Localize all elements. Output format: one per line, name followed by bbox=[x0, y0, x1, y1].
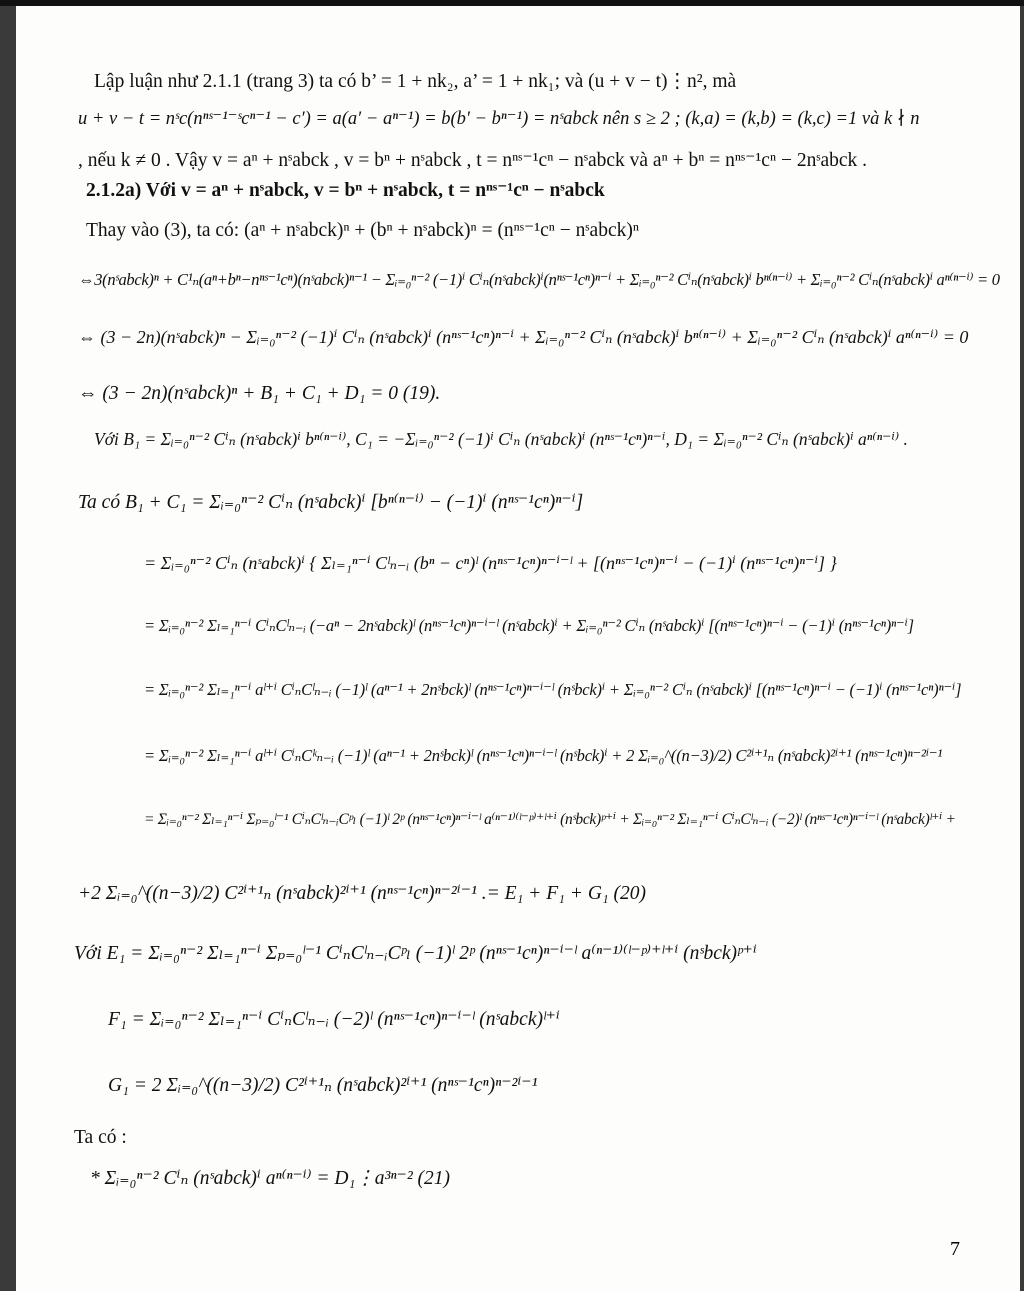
definition-B1-C1-D1: Với B₁ = Σᵢ₌₀ⁿ⁻² Cⁱₙ (nˢabck)ⁱ bⁿ⁽ⁿ⁻ⁱ⁾, C₁ = −Σᵢ₌₀ⁿ⁻² (−1)ⁱ Cⁱₙ (nˢabck)ⁱ (nⁿˢ⁻¹cⁿ)ⁿ⁻ⁱ, D₁ = Σᵢ₌₀ⁿ⁻² Cⁱₙ (nˢabck)ⁱ aⁿ⁽ⁿ⁻ⁱ⁾ . bbox=[94, 429, 908, 449]
para-line-3: , nếu k ≠ 0 . Vậy v = aⁿ + nˢabck , v = bⁿ + nˢabck , t = nⁿˢ⁻¹cⁿ − nˢabck và aⁿ + bⁿ = nⁿˢ⁻¹cⁿ − 2nˢabck . bbox=[78, 150, 868, 171]
eq-B1-plus-C1: Ta có B₁ + C₁ = Σᵢ₌₀ⁿ⁻² Cⁱₙ (nˢabck)ⁱ [bⁿ⁽ⁿ⁻ⁱ⁾ − (−1)ⁱ (nⁿˢ⁻¹cⁿ)ⁿ⁻ⁱ] bbox=[78, 492, 584, 513]
eq-line-2: ⇔ (3 − 2n)(nˢabck)ⁿ − Σᵢ₌₀ⁿ⁻² (−1)ⁱ Cⁱₙ (nˢabck)ⁱ (nⁿˢ⁻¹cⁿ)ⁿ⁻ⁱ + Σᵢ₌₀ⁿ⁻² Cⁱₙ (nˢabck)ⁱ bⁿ⁽ⁿ⁻ⁱ⁾ + Σᵢ₌₀ⁿ⁻² Cⁱₙ (nˢabck)ⁱ aⁿ⁽ⁿ⁻ⁱ⁾ = 0 bbox=[78, 327, 969, 347]
eq-line-3: ⇔ (3 − 2n)(nˢabck)ⁿ + B₁ + C₁ + D₁ = 0 (19). bbox=[78, 383, 441, 404]
definition-F1: F₁ = Σᵢ₌₀ⁿ⁻² Σₗ₌₁ⁿ⁻ⁱ CⁱₙCˡₙ₋ᵢ (−2)ˡ (nⁿˢ⁻¹cⁿ)ⁿ⁻ⁱ⁻ˡ (nˢabck)ˡ⁺ⁱ bbox=[108, 1009, 560, 1030]
definition-E1: Với E₁ = Σᵢ₌₀ⁿ⁻² Σₗ₌₁ⁿ⁻ⁱ Σₚ₌₀ˡ⁻¹ CⁱₙCˡₙ₋ᵢCᵖₗ (−1)ˡ 2ᵖ (nⁿˢ⁻¹cⁿ)ⁿ⁻ⁱ⁻ˡ a⁽ⁿ⁻¹⁾⁽ˡ⁻ᵖ⁾⁺ˡ⁺ⁱ (nˢbck)ᵖ⁺ⁱ bbox=[74, 943, 757, 964]
eq-thay: Thay vào (3), ta có: (aⁿ + nˢabck)ⁿ + (bⁿ + nˢabck)ⁿ = (nⁿˢ⁻¹cⁿ − nˢabck)ⁿ bbox=[86, 220, 639, 241]
ta-co-label: Ta có : bbox=[74, 1127, 127, 1148]
definition-G1: G₁ = 2 Σᵢ₌₀^((n−3)/2) C²ⁱ⁺¹ₙ (nˢabck)²ⁱ⁺¹ (nⁿˢ⁻¹cⁿ)ⁿ⁻²ⁱ⁻¹ bbox=[108, 1075, 538, 1096]
expansion-step-5: = Σᵢ₌₀ⁿ⁻² Σₗ₌₁ⁿ⁻ⁱ Σₚ₌₀ˡ⁻¹ CⁱₙCˡₙ₋ᵢCᵖₗ (−1)ˡ 2ᵖ (nⁿˢ⁻¹cⁿ)ⁿ⁻ⁱ⁻ˡ a⁽ⁿ⁻¹⁾⁽ˡ⁻ᵖ⁾⁺ˡ⁺ⁱ (nˢbck)ᵖ⁺ⁱ + Σᵢ₌₀ⁿ⁻² Σₗ₌₁ⁿ⁻ⁱ CⁱₙCˡₙ₋ᵢ (−2)ˡ (nⁿˢ⁻¹cⁿ)ⁿ⁻ⁱ⁻ˡ (nˢabck)ˡ⁺ⁱ + bbox=[144, 811, 956, 828]
para-line-2: u + v − t = nˢc(nⁿˢ⁻¹⁻ˢcⁿ⁻¹ − c′) = a(a′ − aⁿ⁻¹) = b(b′ − bⁿ⁻¹) = nˢabck nên s ≥ 2 ; (k,a) = (k,b) = (k,c) =1 và k ∤ n bbox=[78, 109, 920, 129]
star-statement: * Σᵢ₌₀ⁿ⁻² Cⁱₙ (nˢabck)ⁱ aⁿ⁽ⁿ⁻ⁱ⁾ = D₁⋮a³ⁿ⁻² (21) bbox=[90, 1168, 451, 1189]
expansion-step-6: +2 Σᵢ₌₀^((n−3)/2) C²ⁱ⁺¹ₙ (nˢabck)²ⁱ⁺¹ (nⁿˢ⁻¹cⁿ)ⁿ⁻²ⁱ⁻¹ .= E₁ + F₁ + G₁ (20) bbox=[78, 883, 647, 904]
expansion-step-3: = Σᵢ₌₀ⁿ⁻² Σₗ₌₁ⁿ⁻ⁱ aˡ⁺ⁱ CⁱₙCˡₙ₋ᵢ (−1)ˡ (aⁿ⁻¹ + 2nˢbck)ˡ (nⁿˢ⁻¹cⁿ)ⁿ⁻ⁱ⁻ˡ (nˢbck)ⁱ + Σᵢ₌₀ⁿ⁻² Cⁱₙ (nˢabck)ⁱ [(nⁿˢ⁻¹cⁿ)ⁿ⁻ⁱ − (−1)ⁱ (nⁿˢ⁻¹cⁿ)ⁿ⁻ⁱ] bbox=[144, 680, 962, 699]
document-page bbox=[16, 6, 1020, 1291]
para-line-1: Lập luận như 2.1.1 (trang 3) ta có b’ = 1 + nk₂, a’ = 1 + nk₁; và (u + v − t)⋮n², mà bbox=[94, 71, 737, 92]
section-heading: 2.1.2a) Với v = aⁿ + nˢabck, v = bⁿ + nˢabck, t = nⁿˢ⁻¹cⁿ − nˢabck bbox=[86, 180, 605, 201]
expansion-step-1: = Σᵢ₌₀ⁿ⁻² Cⁱₙ (nˢabck)ⁱ { Σₗ₌₁ⁿ⁻ⁱ Cˡₙ₋ᵢ (bⁿ − cⁿ)ˡ (nⁿˢ⁻¹cⁿ)ⁿ⁻ⁱ⁻ˡ + [(nⁿˢ⁻¹cⁿ)ⁿ⁻ⁱ − (−1)ⁱ (nⁿˢ⁻¹cⁿ)ⁿ⁻ⁱ] } bbox=[144, 553, 837, 573]
expansion-step-2: = Σᵢ₌₀ⁿ⁻² Σₗ₌₁ⁿ⁻ⁱ CⁱₙCˡₙ₋ᵢ (−aⁿ − 2nˢabck)ˡ (nⁿˢ⁻¹cⁿ)ⁿ⁻ⁱ⁻ˡ (nˢabck)ⁱ + Σᵢ₌₀ⁿ⁻² Cⁱₙ (nˢabck)ⁱ [(nⁿˢ⁻¹cⁿ)ⁿ⁻ⁱ − (−1)ⁱ (nⁿˢ⁻¹cⁿ)ⁿ⁻ⁱ] bbox=[144, 616, 914, 635]
page-number: 7 bbox=[950, 1238, 960, 1260]
expansion-step-4: = Σᵢ₌₀ⁿ⁻² Σₗ₌₁ⁿ⁻ⁱ aˡ⁺ⁱ CⁱₙCᵏₙ₋ᵢ (−1)ˡ (aⁿ⁻¹ + 2nˢbck)ˡ (nⁿˢ⁻¹cⁿ)ⁿ⁻ⁱ⁻ˡ (nˢbck)ⁱ + 2 Σᵢ₌₀^((n−3)/2) C²ⁱ⁺¹ₙ (nˢabck)²ⁱ⁺¹ (nⁿˢ⁻¹cⁿ)ⁿ⁻²ⁱ⁻¹ bbox=[144, 746, 943, 765]
eq-line-1: ⇔3(nˢabck)ⁿ + C¹ₙ(aⁿ+bⁿ−nⁿˢ⁻¹cⁿ)(nˢabck)ⁿ⁻¹ − Σᵢ₌₀ⁿ⁻² (−1)ⁱ Cⁱₙ(nˢabck)ⁱ(nⁿˢ⁻¹cⁿ)ⁿ⁻ⁱ + Σᵢ₌₀ⁿ⁻² Cⁱₙ(nˢabck)ⁱ bⁿ⁽ⁿ⁻ⁱ⁾ + Σᵢ₌₀ⁿ⁻² Cⁱₙ(nˢabck)ⁱ aⁿ⁽ⁿ⁻ⁱ⁾ = 0 bbox=[78, 270, 1000, 289]
